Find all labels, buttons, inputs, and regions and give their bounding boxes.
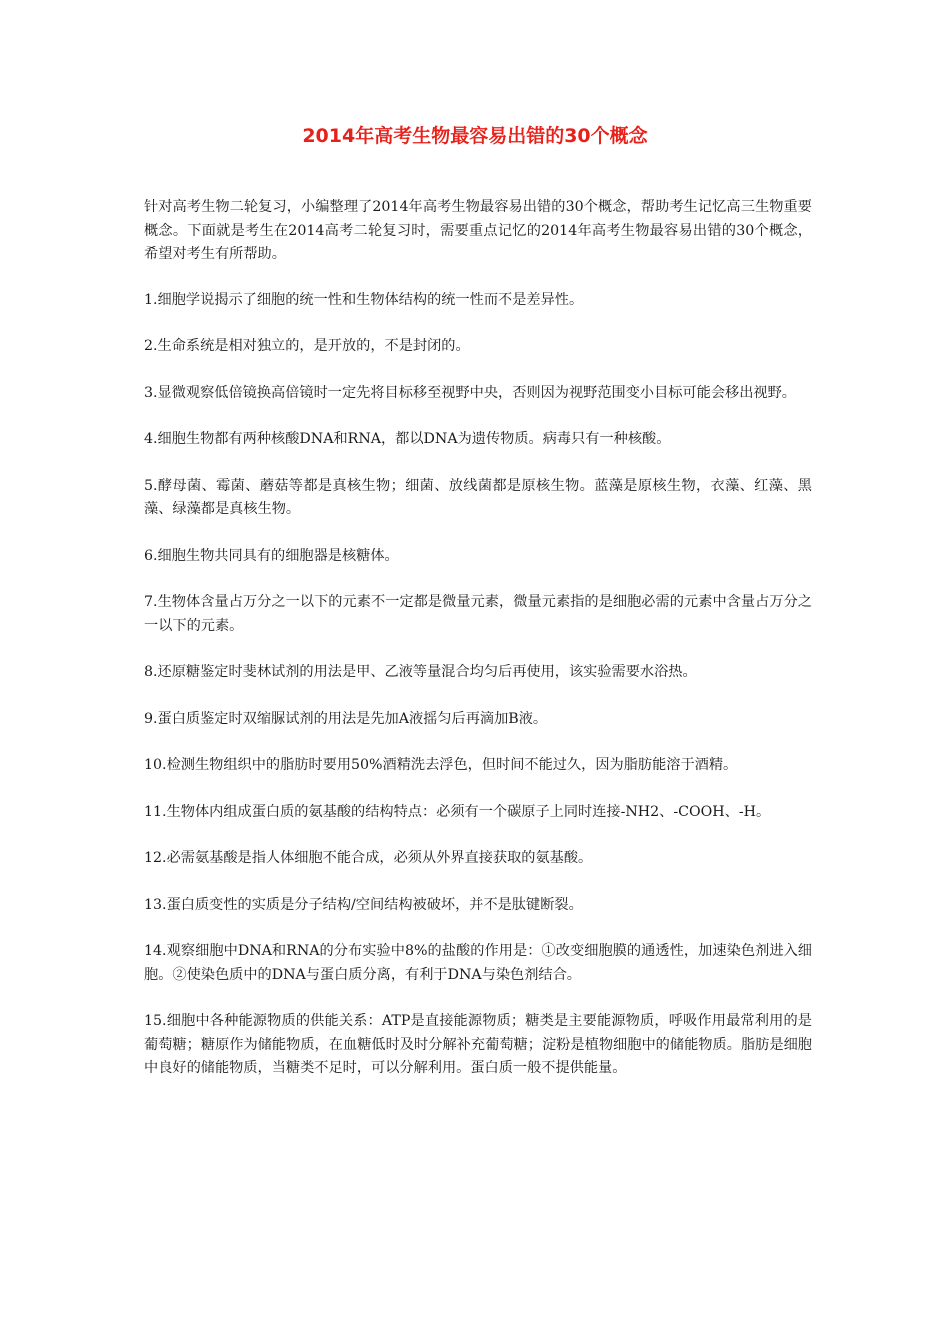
concept-item-15: 15.细胞中各种能源物质的供能关系：ATP是直接能源物质；糖类是主要能源物质，呼吸作用最常利用的是葡萄糖；糖原作为储能物质，在血糖低时及时分解补充葡萄糖；淀粉是植物细胞中的储能物质。脂肪是细胞中良好的储能物质，当糖类不足时，可以分解利用。蛋白质一般不提供能量。 [144,1013,812,1076]
document-title: 2014年高考生物最容易出错的30个概念 [302,125,648,147]
intro-paragraph: 针对高考生物二轮复习，小编整理了2014年高考生物最容易出错的30个概念，帮助考生记忆高三生物重要概念。下面就是考生在2014高考二轮复习时，需要重点记忆的2014年高考生物最容易出错的30个概念，希望对考生有所帮助。 [144,199,812,262]
concept-item-13: 13.蛋白质变性的实质是分子结构/空间结构被破坏，并不是肽键断裂。 [144,896,583,913]
concept-item-2: 2.生命系统是相对独立的，是开放的，不是封闭的。 [144,338,470,354]
concept-item-6: 6.细胞生物共同具有的细胞器是核糖体。 [144,547,399,564]
concept-item-4: 4.细胞生物都有两种核酸DNA和RNA，都以DNA为遗传物质。病毒只有一种核酸。 [144,431,671,447]
concept-item-7: 7.生物体含量占万分之一以下的元素不一定都是微量元素，微量元素指的是细胞必需的元素中含量占万分之一以下的元素。 [144,594,812,634]
concept-item-14: 14.观察细胞中DNA和RNA的分布实验中8%的盐酸的作用是：①改变细胞膜的通透性，加速染色剂进入细胞。②使染色质中的DNA与蛋白质分离，有利于DNA与染色剂结合。 [144,943,812,983]
concept-item-8: 8.还原糖鉴定时斐林试剂的用法是甲、乙液等量混合均匀后再使用，该实验需要水浴热。 [144,664,697,680]
concept-item-9: 9.蛋白质鉴定时双缩脲试剂的用法是先加A液摇匀后再滴加B液。 [144,710,548,727]
concept-item-11: 11.生物体内组成蛋白质的氨基酸的结构特点：必须有一个碳原子上同时连接-NH2、-COOH、-H。 [144,803,771,820]
concept-item-5: 5.酵母菌、霉菌、蘑菇等都是真核生物；细菌、放线菌都是原核生物。蓝藻是原核生物，衣藻、红藻、黑藻、绿藻都是真核生物。 [144,477,812,517]
concept-item-1: 1.细胞学说揭示了细胞的统一性和生物体结构的统一性而不是差异性。 [144,291,584,308]
document-body [144,196,812,1104]
concept-item-10: 10.检测生物组织中的脂肪时要用50%酒精洗去浮色，但时间不能过久，因为脂肪能溶于酒精。 [144,757,738,773]
concept-item-12: 12.必需氨基酸是指人体细胞不能合成，必须从外界直接获取的氨基酸。 [144,850,593,866]
concept-item-3: 3.显微观察低倍镜换高倍镜时一定先将目标移至视野中央，否则因为视野范围变小目标可能会移出视野。 [144,384,796,401]
